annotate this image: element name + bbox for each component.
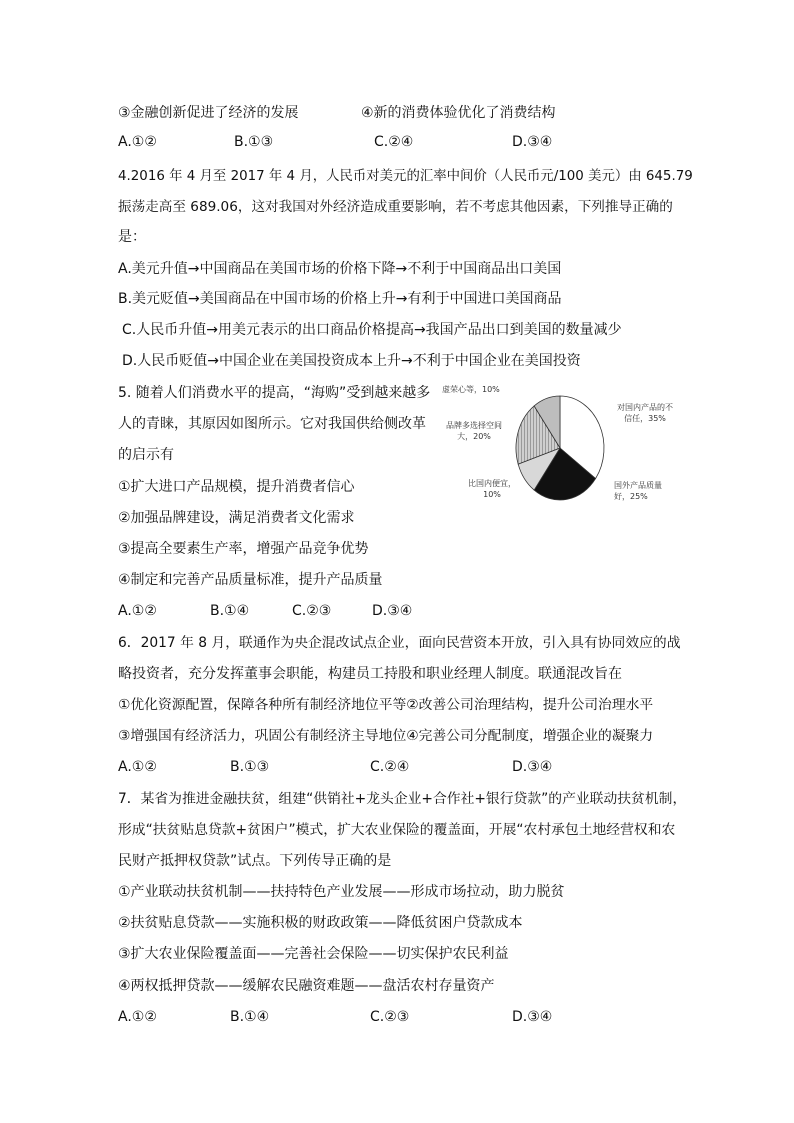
q7-stem-line2: 形成“扶贫贴息贷款+贫困户”模式，扩大农业保险的覆盖面，开展“农村承包土地经营权和农 <box>118 822 676 838</box>
q5-option-b[interactable]: B.①④ <box>210 603 250 619</box>
q5-item-3: ③提高全要素生产率，增强产品竞争优势 <box>118 541 369 557</box>
q5-item-2: ②加强品牌建设，满足消费者文化需求 <box>118 510 355 526</box>
q4-option-c[interactable]: C.人民币升值→用美元表示的出口商品价格提高→我国产品出口到美国的数量减少 <box>122 322 622 338</box>
q5-item-4: ④制定和完善产品质量标准，提升产品质量 <box>118 572 383 588</box>
q6-options <box>118 757 552 777</box>
q7-item-3: ③扩大农业保险覆盖面——完善社会保险——切实保护农民利益 <box>118 946 509 962</box>
q3-item-3: ③金融创新促进了经济的发展 <box>118 105 299 121</box>
q4-option-d[interactable]: D.人民币贬值→中国企业在美国投资成本上升→不利于中国企业在美国投资 <box>122 353 581 369</box>
pie-label-cheaper: 比国内便宜，10% <box>468 479 516 499</box>
q6-option-b[interactable]: B.①③ <box>230 759 270 775</box>
q6-option-a[interactable]: A.①② <box>118 759 157 775</box>
q3-items-row <box>118 103 556 123</box>
pie-label-vanity: 虚荣心等，10% <box>442 385 500 394</box>
q6-stem-line1: 6．2017 年 8 月，联通作为央企混改试点企业，面向民营资本开放，引入具有协同效应的战 <box>118 635 681 651</box>
q6-option-c[interactable]: C.②④ <box>370 759 410 775</box>
q7-option-c[interactable]: C.②③ <box>370 1009 410 1025</box>
q7-options <box>118 1007 552 1027</box>
q7-stem-line3: 民财产抵押权贷款”试点。下列传导正确的是 <box>118 853 392 869</box>
q6-option-d[interactable]: D.③④ <box>512 759 553 775</box>
q7-option-a[interactable]: A.①② <box>118 1009 157 1025</box>
q5-option-a[interactable]: A.①② <box>118 603 157 619</box>
pie-chart <box>440 380 680 510</box>
q4-stem-line1: 4.2016 年 4 月至 2017 年 4 月，人民币对美元的汇率中间价（人民币元/100 美元）由 645.79 <box>118 169 693 184</box>
q5-stem-line3: 的启示有 <box>118 447 174 463</box>
q4-option-b[interactable]: B.美元贬值→美国商品在中国市场的价格上升→有利于中国进口美国商品 <box>118 291 562 307</box>
q3-item-4: ④新的消费体验优化了消费结构 <box>361 105 556 121</box>
pie-label-quality: 国外产品质量好，25% <box>614 481 662 501</box>
q7-option-b[interactable]: B.①④ <box>230 1009 270 1025</box>
q6-items-line2: ③增强国有经济活力，巩固公有制经济主导地位④完善公司分配制度，增强企业的凝聚力 <box>118 728 654 744</box>
q7-stem-line1: 7．某省为推进金融扶贫，组建“供销社+龙头企业+合作社+银行贷款”的产业联动扶贫机制， <box>118 791 687 807</box>
q3-options <box>118 132 552 152</box>
q3-option-a[interactable]: A.①② <box>118 134 157 150</box>
q7-item-2: ②扶贫贴息贷款——实施积极的财政政策——降低贫困户贷款成本 <box>118 915 523 931</box>
q3-option-b[interactable]: B.①③ <box>234 134 274 150</box>
q4-option-a[interactable]: A.美元升值→中国商品在美国市场的价格下降→不利于中国商品出口美国 <box>118 261 562 277</box>
q4-stem-line3: 是： <box>118 229 146 245</box>
q4-stem-line2: 振荡走高至 689.06，这对我国对外经济造成重要影响，若不考虑其他因素，下列推导正确的 <box>118 199 673 215</box>
q3-option-d[interactable]: D.③④ <box>512 134 553 150</box>
q5-option-c[interactable]: C.②③ <box>292 603 332 619</box>
q7-option-d[interactable]: D.③④ <box>512 1009 553 1025</box>
pie-label-distrust: 对国内产品的不信任，35% <box>617 403 673 423</box>
q5-stem-line1: 5. 随着人们消费水平的提高，“海购”受到越来越多 <box>118 385 431 401</box>
q5-option-d[interactable]: D.③④ <box>372 603 413 619</box>
q7-item-4: ④两权抵押贷款——缓解农民融资难题——盘活农村存量资产 <box>118 978 495 994</box>
q7-item-1: ①产业联动扶贫机制——扶持特色产业发展——形成市场拉动，助力脱贫 <box>118 884 565 900</box>
q5-stem-line2: 人的青睐，其原因如图所示。它对我国供给侧改革 <box>118 416 426 432</box>
q6-stem-line2: 略投资者，充分发挥董事会职能，构建员工持股和职业经理人制度。联通混改旨在 <box>118 666 622 682</box>
q5-options <box>118 601 412 621</box>
q3-option-c[interactable]: C.②④ <box>374 134 414 150</box>
q5-item-1: ①扩大进口产品规模，提升消费者信心 <box>118 479 355 495</box>
q6-items-line1: ①优化资源配置，保障各种所有制经济地位平等②改善公司治理结构，提升公司治理水平 <box>118 697 654 713</box>
pie-label-brand: 品牌多选择空间大，20% <box>446 421 502 441</box>
